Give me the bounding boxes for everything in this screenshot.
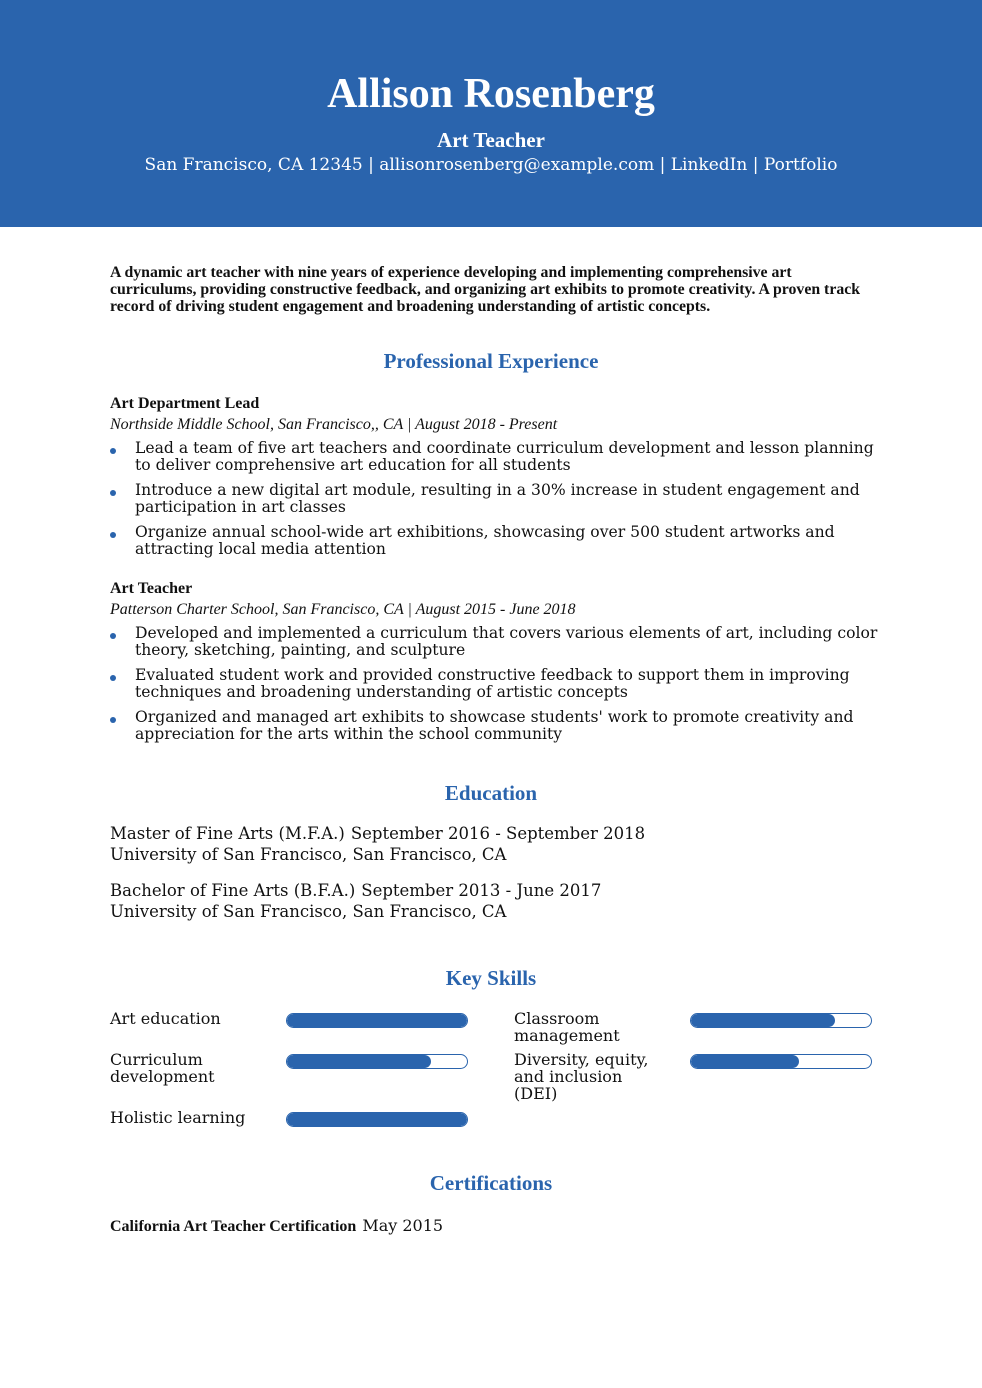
education-degree-line [110, 823, 810, 844]
bullet-dot-icon [110, 675, 116, 681]
list-item [110, 625, 885, 659]
bullet-text: Organized and managed art exhibits to showcase students' work to promote creativity and appreciation for the arts within the school community [135, 708, 854, 743]
skill-label: Diversity, equity, and inclusion (DEI) [514, 1050, 649, 1103]
skill-bar-fill [287, 1014, 467, 1027]
skill-bar [286, 1013, 468, 1028]
degree: Bachelor of Fine Arts (B.F.A.) [110, 881, 356, 900]
education-heading: Education [444, 781, 538, 805]
bullet-text: Introduce a new digital art module, resulting in a 30% increase in student engagement and participation in art classes [135, 481, 860, 516]
list-item [110, 482, 885, 516]
certifications-heading: Certifications [429, 1171, 553, 1195]
bullet-dot-icon [110, 490, 116, 496]
experience-heading: Professional Experience [383, 349, 599, 373]
school: University of San Francisco, San Francisco, CA [110, 902, 507, 921]
bullet-text: Developed and implemented a curriculum that covers various elements of art, including color theory, sketching, painting, and sculpture [135, 624, 878, 659]
skill-bar [286, 1054, 468, 1069]
job-bullets [110, 625, 900, 743]
bullet-text: Organize annual school-wide art exhibitions, showcasing over 500 student artworks and attracting local media attention [135, 523, 835, 558]
job-title: Art Department Lead [110, 395, 260, 412]
job-entry [110, 394, 900, 566]
skill-bar-fill [691, 1055, 799, 1068]
school: University of San Francisco, San Francisco, CA [110, 845, 507, 864]
degree-dates: September 2016 - September 2018 [350, 824, 646, 843]
list-item [110, 440, 885, 474]
job-meta: Patterson Charter School, San Francisco, CA | August 2015 - June 2018 [110, 601, 576, 618]
bullet-dot-icon [110, 717, 116, 723]
job-entry [110, 579, 900, 751]
skill-label: Curriculum development [110, 1050, 215, 1086]
skill-bar-fill [287, 1113, 467, 1126]
degree: Master of Fine Arts (M.F.A.) [110, 824, 345, 843]
candidate-name: Allison Rosenberg [327, 71, 655, 117]
degree-dates: September 2013 - June 2017 [361, 881, 602, 900]
bullet-text: Evaluated student work and provided constructive feedback to support them in improving techniques and broadening understanding of artistic concepts [135, 666, 850, 701]
job-title: Art Teacher [110, 580, 193, 597]
bullet-dot-icon [110, 448, 116, 454]
skill-label: Holistic learning [110, 1108, 246, 1127]
certification-entry [110, 1215, 810, 1238]
skill-label: Art education [110, 1009, 221, 1028]
certification-name: California Art Teacher Certification [110, 1218, 357, 1235]
certification-date: May 2015 [362, 1216, 444, 1235]
skill-label: Classroom management [514, 1009, 620, 1045]
summary-paragraph: A dynamic art teacher with nine years of experience developing and implementing comprehensive art curriculums, providing constructive feedback, and organizing art exhibits to promote creativity. A proven track record of driving student engagement and broadening understanding of artistic concepts. [110, 264, 861, 315]
candidate-job-title: Art Teacher [437, 128, 545, 152]
job-meta: Northside Middle School, San Francisco,, CA | August 2018 - Present [110, 416, 558, 433]
list-item [110, 709, 885, 743]
list-item [110, 524, 885, 558]
resume-header [0, 0, 982, 227]
job-bullets [110, 440, 900, 558]
education-entry [110, 880, 810, 922]
bullet-dot-icon [110, 633, 116, 639]
contact-line: San Francisco, CA 12345 | allisonrosenberg@example.com | LinkedIn | Portfolio [144, 155, 838, 175]
skills-heading: Key Skills [445, 966, 537, 990]
bullet-text: Lead a team of five art teachers and coordinate curriculum development and lesson planning to deliver comprehensive art education for all students [135, 439, 874, 474]
skill-bar-fill [691, 1014, 835, 1027]
education-degree-line [110, 880, 810, 901]
bullet-dot-icon [110, 532, 116, 538]
skill-bar [286, 1112, 468, 1127]
skill-bar [690, 1054, 872, 1069]
list-item [110, 667, 885, 701]
education-entry [110, 823, 810, 865]
skill-bar-fill [287, 1055, 431, 1068]
skill-bar [690, 1013, 872, 1028]
